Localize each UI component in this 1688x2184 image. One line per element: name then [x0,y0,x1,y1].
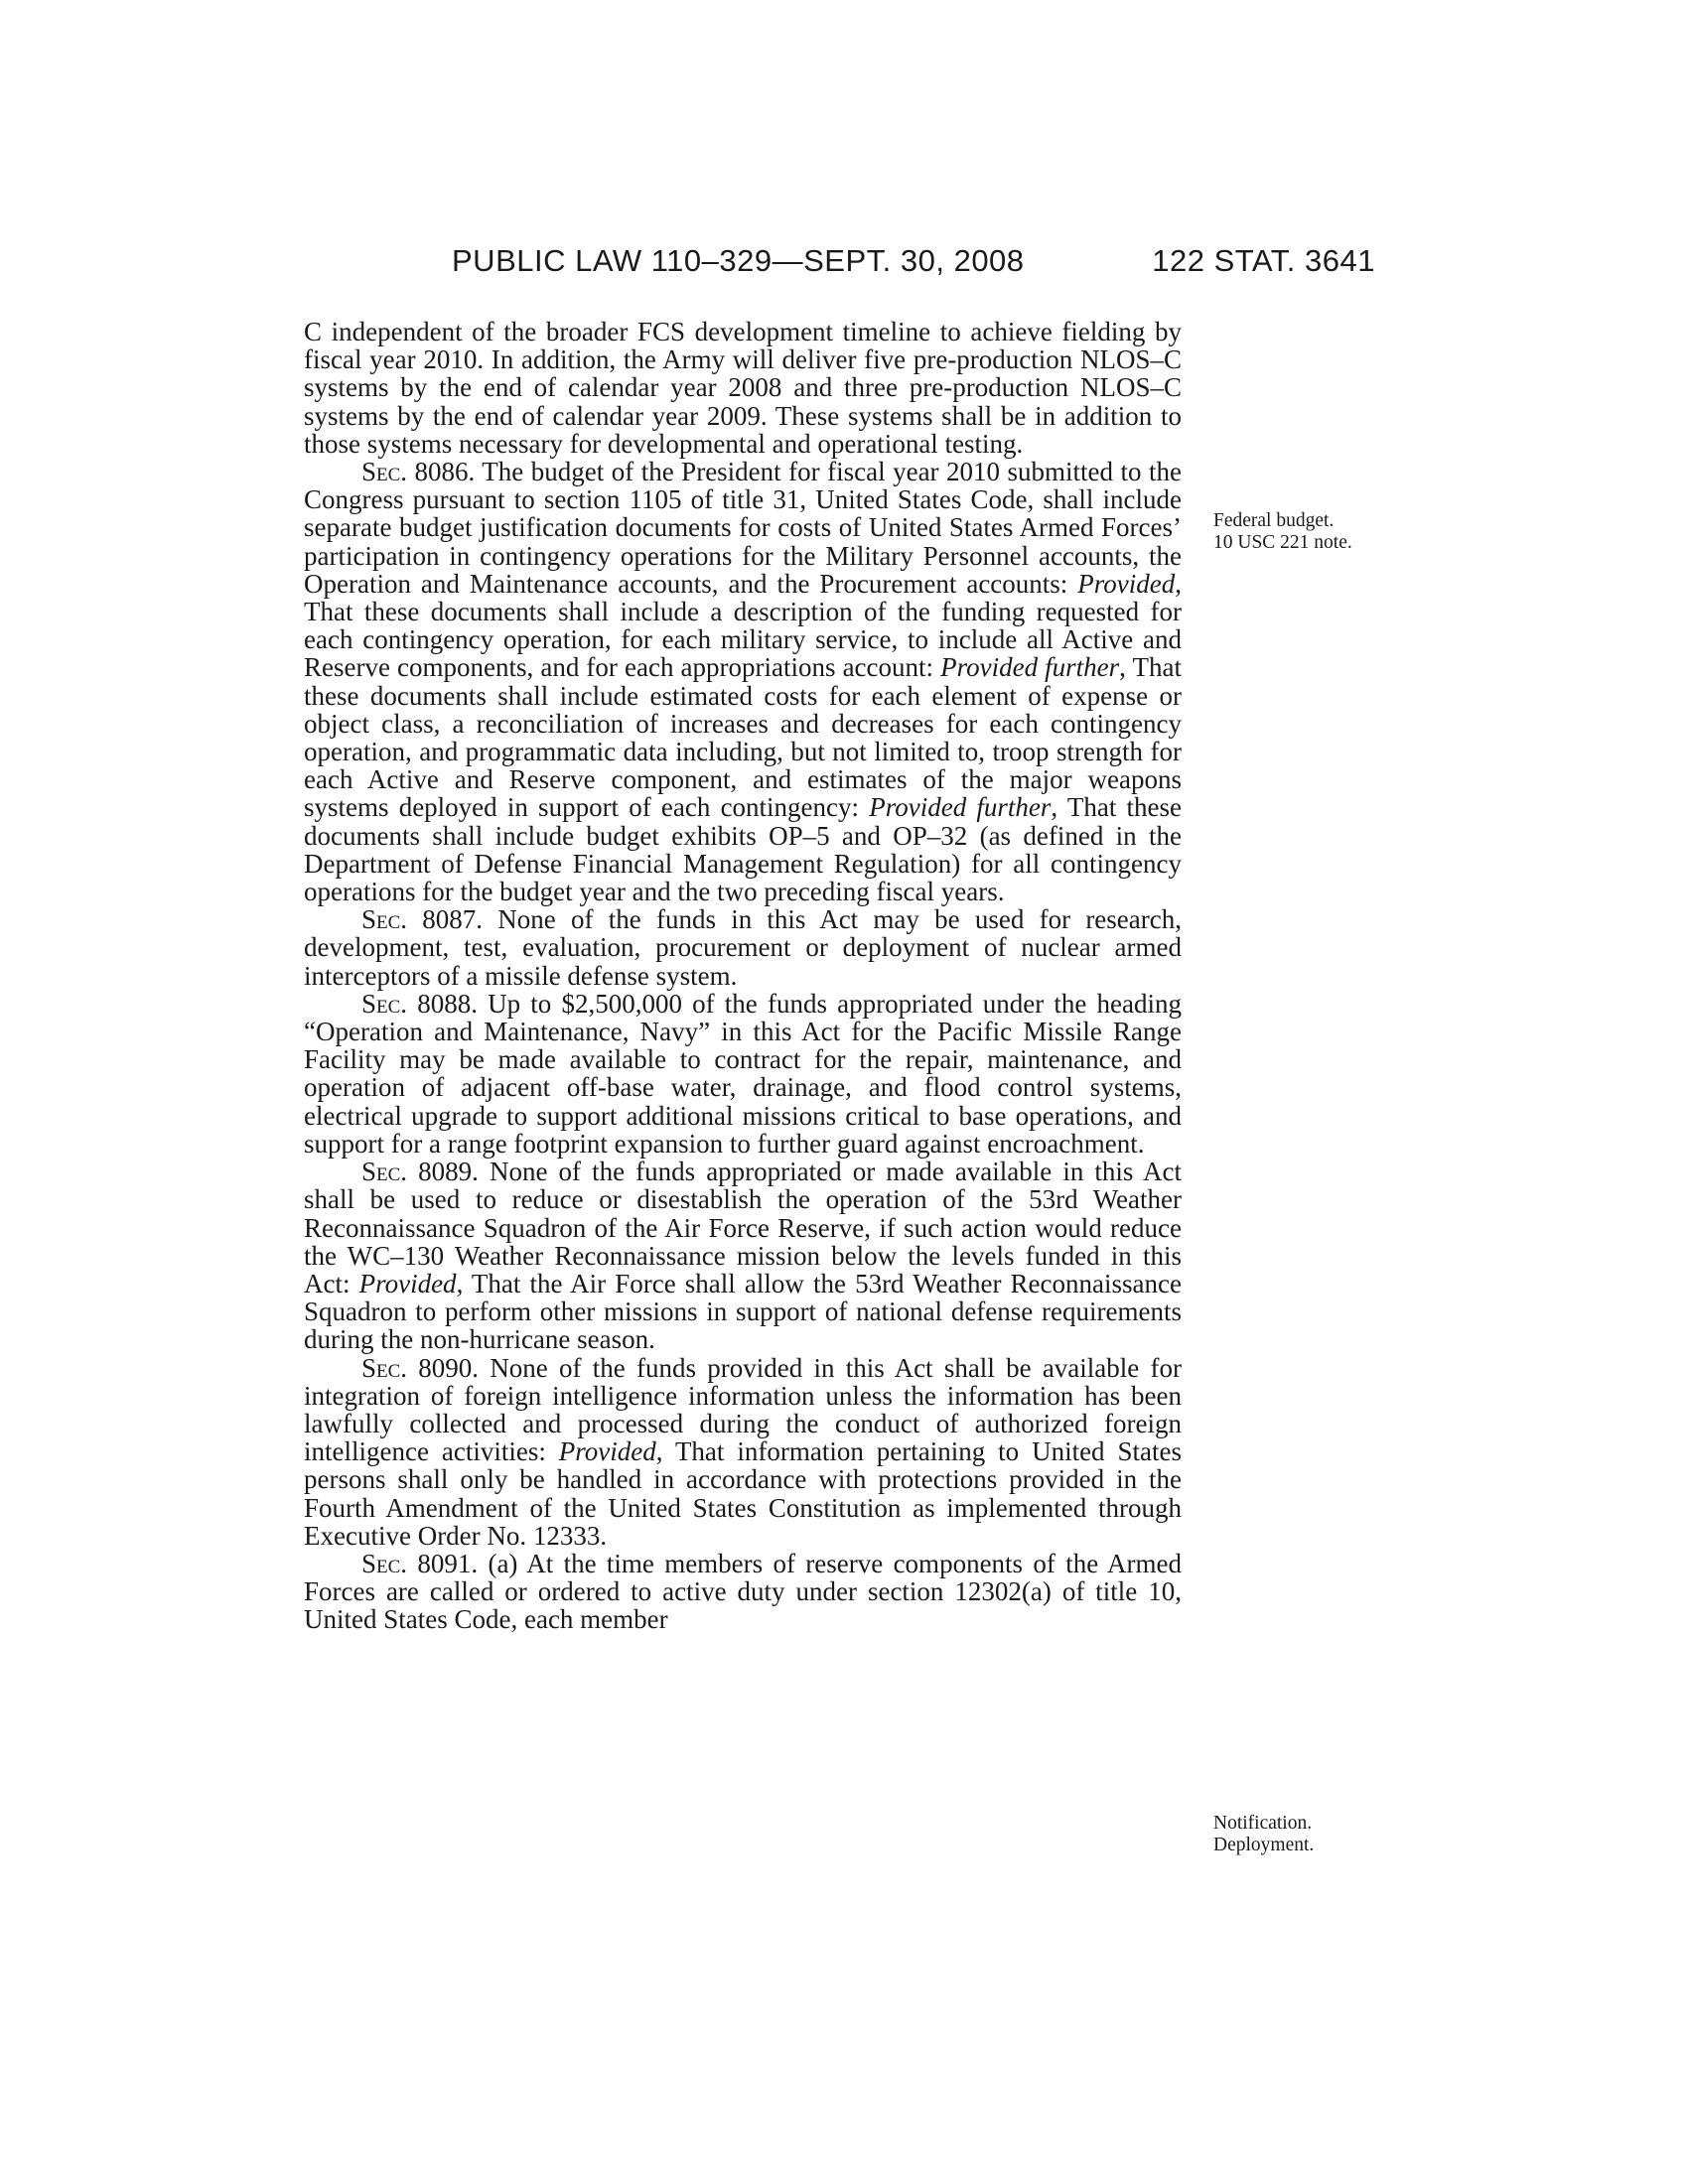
section-text: 8086. The budget of the President for fiscal year 2010 submitted to the Congress pursuant to section 1105 of title 31, United States Code, shall include separate budget justification documents for costs of United States Armed Forces’ participation in contingency operations for the Military Personnel accounts, the Operation and Maintenance accounts, and the Procurement accounts: [304,457,1182,599]
section-text: , That information pertaining to United States persons shall only be handled in accordance with protections provided in the Fourth Amendment of the United States Constitution as implemented through Executive Order No. 12333. [304,1436,1182,1551]
section-8091 [304,1550,1182,1634]
section-text: 8089. None of the funds appropriated or made available in this Act shall be used to reduce or disestablish the operation of the 53rd Weather Reconnaissance Squadron of the Air Force Reserve, if such action would reduce the WC–130 Weather Reconnaissance mission below the levels funded in this Act: [304,1157,1182,1298]
section-text: 8088. Up to $2,500,000 of the funds appropriated under the heading “Operation and Maintenance, Navy” in this Act for the Pacific Missile Range Facility may be made available to contract for the repair, maintenance, and operation of adjacent off-base water, drainage, and flood control systems, electrical upgrade to support additional missions critical to base operations, and support for a range footprint expansion to further guard against encroachment. [304,988,1182,1159]
section-label: Sec. [361,457,408,487]
section-label: Sec. [361,904,408,935]
header-law-citation: PUBLIC LAW 110–329—SEPT. 30, 2008 [452,243,1025,278]
proviso-term: Provided further [869,792,1052,823]
section-label: Sec. [361,988,408,1019]
proviso-term: Provided [558,1436,656,1467]
section-text: , That the Air Force shall allow the 53rd Weather Reconnaissance Squadron to perform other missions in support of national defense requirements during the non-hurricane season. [304,1268,1182,1355]
section-label: Sec. [361,1548,408,1578]
section-text: 8090. None of the funds provided in this Act shall be available for integration of foreign intelligence information unless the information has been lawfully collected and processed during the conduct of authorized foreign intelligence activities: [304,1352,1182,1467]
section-8087 [304,905,1182,990]
margin-note-line: Notification. [1213,1813,1313,1834]
proviso-term: Provided [1077,568,1176,599]
section-text: , That these documents shall include a description of the funding requested for each contingency operation, for each military service, to include all Active and Reserve components, and for each appropriations account: [304,568,1182,683]
margin-note-line: Federal budget. [1213,510,1335,531]
section-8088 [304,990,1182,1158]
paragraph-continuation: C independent of the broader FCS development timeline to achieve fielding by fiscal year 2010. In addition, the Army will deliver five pre-production NLOS–C systems by the end of calendar year 2008 and three pre-production NLOS–C systems by the end of calendar year 2009. These systems shall be in addition to those systems necessary for developmental and operational testing. [304,317,1182,459]
section-text: , That these documents shall include estimated costs for each element of expense or object class, a reconciliation of increases and decreases for each contingency operation, and programmatic data including, but not limited to, troop strength for each Active and Reserve component, and estimates of the major weapons systems deployed in support of each contingency: [304,652,1182,823]
section-8089 [304,1158,1182,1353]
running-head [452,236,1375,286]
section-8086 [304,458,1182,905]
section-label: Sec. [361,1157,408,1187]
section-8090 [304,1354,1182,1550]
statute-body [304,318,1182,1634]
margin-note-notification [1213,1813,1392,1856]
section-text: , That these documents shall include budget exhibits OP–5 and OP–32 (as defined in the Department of Defense Financial Management Regulation) for all contingency operations for the budget year and the two preceding fiscal years. [304,792,1183,907]
section-text: 8087. None of the funds in this Act may be used for research, development, test, evaluation, procurement or deployment of nuclear armed interceptors of a missile defense system. [304,904,1182,991]
proviso-term: Provided further [940,652,1120,683]
header-stat-page: 122 STAT. 3641 [1152,243,1375,278]
margin-note-line: 10 USC 221 note. [1213,532,1352,553]
margin-note-line: Deployment. [1213,1835,1315,1855]
section-label: Sec. [361,1352,408,1383]
margin-note-federal-budget [1213,510,1392,554]
section-text: 8091. (a) At the time members of reserve components of the Armed Forces are called or ordered to active duty under section 12302(a) of title 10, United States Code, each member [304,1548,1182,1635]
proviso-term: Provided [358,1268,457,1298]
